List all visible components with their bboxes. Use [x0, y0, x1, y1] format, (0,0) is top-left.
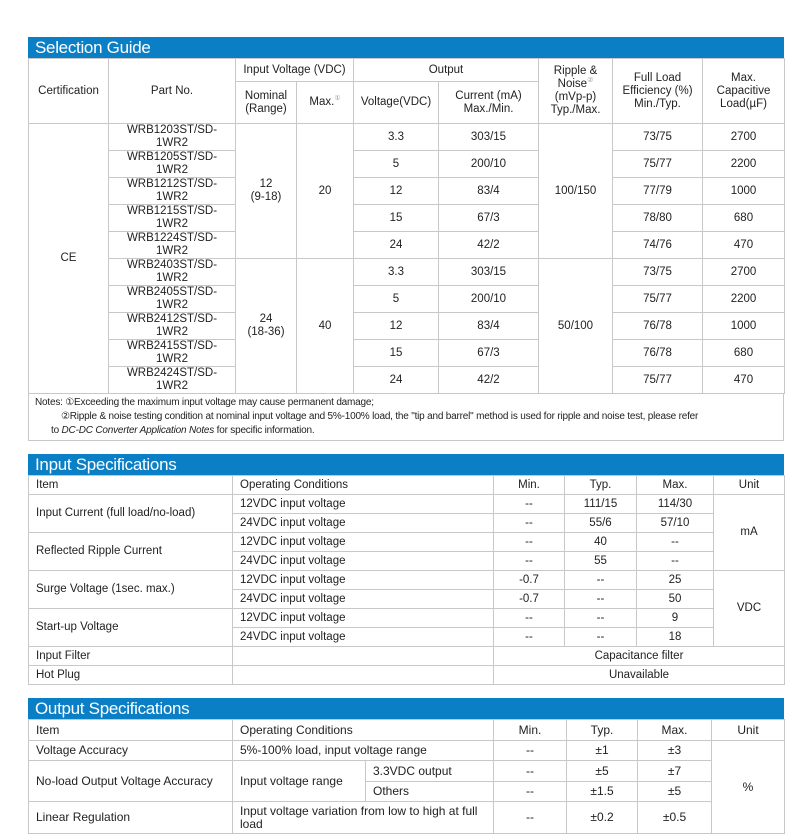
- certification: CE: [29, 124, 109, 394]
- output-voltage: 3.3: [354, 259, 439, 286]
- typ: ±1.5: [567, 782, 638, 802]
- table-row: [29, 533, 785, 552]
- part-number: WRB2424ST/SD-1WR2: [109, 367, 236, 394]
- min: --: [494, 609, 565, 628]
- header-typ: Typ.: [567, 720, 638, 741]
- sub-condition: Others: [366, 782, 494, 802]
- min: -0.7: [494, 590, 565, 609]
- part-number: WRB1212ST/SD-1WR2: [109, 178, 236, 205]
- item: Reflected Ripple Current: [29, 533, 233, 571]
- condition: 12VDC input voltage: [233, 533, 494, 552]
- capacitive-load: 1000: [703, 313, 785, 340]
- max-input: 20: [297, 124, 354, 259]
- typ: --: [565, 571, 637, 590]
- capacitive-load: 2700: [703, 259, 785, 286]
- sub-condition: 3.3VDC output: [366, 761, 494, 782]
- header-nominal: Nominal (Range): [236, 82, 297, 124]
- max: 57/10: [637, 514, 714, 533]
- typ: 40: [565, 533, 637, 552]
- header-unit: Unit: [712, 720, 785, 741]
- table-row: [29, 609, 785, 628]
- table-row: [29, 232, 785, 259]
- efficiency: 78/80: [613, 205, 703, 232]
- section-title: Output Specifications: [28, 698, 784, 719]
- condition: [233, 666, 494, 685]
- input-table: [28, 475, 785, 685]
- min: --: [494, 495, 565, 514]
- max: 9: [637, 609, 714, 628]
- capacitive-load: 2700: [703, 124, 785, 151]
- header-typ: Typ.: [565, 476, 637, 495]
- typ: 55: [565, 552, 637, 571]
- condition: 12VDC input voltage: [233, 609, 494, 628]
- item: Linear Regulation: [29, 802, 233, 834]
- header-max: Max.①: [297, 82, 354, 124]
- selection-guide: [28, 37, 784, 441]
- output-voltage: 5: [354, 151, 439, 178]
- table-row: [29, 367, 785, 394]
- part-number: WRB2415ST/SD-1WR2: [109, 340, 236, 367]
- condition: [233, 647, 494, 666]
- header-efficiency: Full Load Efficiency (%) Min./Typ.: [613, 59, 703, 124]
- typ: ±0.2: [567, 802, 638, 834]
- table-row: [29, 495, 785, 514]
- efficiency: 76/78: [613, 340, 703, 367]
- efficiency: 75/77: [613, 367, 703, 394]
- min: --: [494, 552, 565, 571]
- output-current: 67/3: [439, 340, 539, 367]
- header-vout: Voltage(VDC): [354, 82, 439, 124]
- max: 114/30: [637, 495, 714, 514]
- efficiency: 74/76: [613, 232, 703, 259]
- output-voltage: 12: [354, 178, 439, 205]
- typ: ±5: [567, 761, 638, 782]
- part-number: WRB2405ST/SD-1WR2: [109, 286, 236, 313]
- efficiency: 75/77: [613, 151, 703, 178]
- min: --: [494, 741, 567, 761]
- item: Voltage Accuracy: [29, 741, 233, 761]
- header-min: Min.: [494, 720, 567, 741]
- min: --: [494, 761, 567, 782]
- table-row: [29, 571, 785, 590]
- output-voltage: 3.3: [354, 124, 439, 151]
- value: Unavailable: [494, 666, 785, 685]
- capacitive-load: 2200: [703, 286, 785, 313]
- header-capacitive-load: Max. Capacitive Load(µF): [703, 59, 785, 124]
- condition: Input voltage variation from low to high at full load: [233, 802, 494, 834]
- max: 18: [637, 628, 714, 647]
- max: 50: [637, 590, 714, 609]
- max-input: 40: [297, 259, 354, 394]
- typ: --: [565, 628, 637, 647]
- capacitive-load: 680: [703, 205, 785, 232]
- typ: --: [565, 590, 637, 609]
- table-row: [29, 340, 785, 367]
- max: --: [637, 533, 714, 552]
- header-input-voltage: Input Voltage (VDC): [236, 59, 354, 82]
- ripple-noise: 50/100: [539, 259, 613, 394]
- max: ±7: [638, 761, 712, 782]
- max: ±0.5: [638, 802, 712, 834]
- min: --: [494, 782, 567, 802]
- nominal-input: 12 (9-18): [236, 124, 297, 259]
- min: --: [494, 802, 567, 834]
- header-unit: Unit: [714, 476, 785, 495]
- unit: %: [712, 741, 785, 834]
- table-row: [29, 124, 785, 151]
- output-current: 200/10: [439, 151, 539, 178]
- capacitive-load: 680: [703, 340, 785, 367]
- header-certification: Certification: [29, 59, 109, 124]
- condition: 24VDC input voltage: [233, 552, 494, 571]
- max: 25: [637, 571, 714, 590]
- output-current: 67/3: [439, 205, 539, 232]
- max: ±5: [638, 782, 712, 802]
- header-ripple: Ripple & Noise② (mVp-p) Typ./Max.: [539, 59, 613, 124]
- header-iout: Current (mA) Max./Min.: [439, 82, 539, 124]
- item: Input Current (full load/no-load): [29, 495, 233, 533]
- part-number: WRB1205ST/SD-1WR2: [109, 151, 236, 178]
- capacitive-load: 470: [703, 232, 785, 259]
- output-current: 83/4: [439, 313, 539, 340]
- section-title: Selection Guide: [28, 37, 784, 58]
- typ: ±1: [567, 741, 638, 761]
- header-output: Output: [354, 59, 539, 82]
- item: Start-up Voltage: [29, 609, 233, 647]
- condition: Input voltage range: [233, 761, 366, 802]
- header-min: Min.: [494, 476, 565, 495]
- note-1: ①Exceeding the maximum input voltage may cause permanent damage;: [65, 397, 374, 408]
- part-number: WRB2412ST/SD-1WR2: [109, 313, 236, 340]
- efficiency: 75/77: [613, 286, 703, 313]
- typ: 55/6: [565, 514, 637, 533]
- item: Input Filter: [29, 647, 233, 666]
- typ: --: [565, 609, 637, 628]
- nominal-input: 24 (18-36): [236, 259, 297, 394]
- input-specifications: [28, 454, 784, 685]
- capacitive-load: 1000: [703, 178, 785, 205]
- notes-label: Notes:: [35, 397, 66, 408]
- header-conditions: Operating Conditions: [233, 720, 494, 741]
- item: Hot Plug: [29, 666, 233, 685]
- typ: 111/15: [565, 495, 637, 514]
- efficiency: 77/79: [613, 178, 703, 205]
- condition: 24VDC input voltage: [233, 514, 494, 533]
- table-row: [29, 259, 785, 286]
- output-voltage: 15: [354, 340, 439, 367]
- output-voltage: 15: [354, 205, 439, 232]
- value: Capacitance filter: [494, 647, 785, 666]
- unit: mA: [714, 495, 785, 571]
- item: Surge Voltage (1sec. max.): [29, 571, 233, 609]
- capacitive-load: 2200: [703, 151, 785, 178]
- efficiency: 73/75: [613, 259, 703, 286]
- header-max: Max.: [638, 720, 712, 741]
- note-2-continued: to DC-DC Converter Application Notes for specific information.: [51, 425, 315, 436]
- min: --: [494, 533, 565, 552]
- section-title: Input Specifications: [28, 454, 784, 475]
- output-voltage: 24: [354, 232, 439, 259]
- condition: 24VDC input voltage: [233, 628, 494, 647]
- item: No-load Output Voltage Accuracy: [29, 761, 233, 802]
- output-table: [28, 719, 785, 834]
- selection-table: [28, 58, 785, 394]
- unit: VDC: [714, 571, 785, 647]
- table-row: [29, 151, 785, 178]
- header-item: Item: [29, 476, 233, 495]
- output-current: 42/2: [439, 232, 539, 259]
- min: -0.7: [494, 571, 565, 590]
- table-row: [29, 286, 785, 313]
- efficiency: 76/78: [613, 313, 703, 340]
- output-current: 303/15: [439, 259, 539, 286]
- output-voltage: 5: [354, 286, 439, 313]
- part-number: WRB1203ST/SD-1WR2: [109, 124, 236, 151]
- output-current: 200/10: [439, 286, 539, 313]
- min: --: [494, 514, 565, 533]
- max: ±3: [638, 741, 712, 761]
- output-current: 42/2: [439, 367, 539, 394]
- table-row: [29, 178, 785, 205]
- output-current: 83/4: [439, 178, 539, 205]
- header-conditions: Operating Conditions: [233, 476, 494, 495]
- header-max: Max.: [637, 476, 714, 495]
- output-voltage: 12: [354, 313, 439, 340]
- condition: 5%-100% load, input voltage range: [233, 741, 494, 761]
- output-voltage: 24: [354, 367, 439, 394]
- part-number: WRB1224ST/SD-1WR2: [109, 232, 236, 259]
- header-item: Item: [29, 720, 233, 741]
- output-specifications: [28, 698, 784, 834]
- condition: 24VDC input voltage: [233, 590, 494, 609]
- table-row: [29, 205, 785, 232]
- min: --: [494, 628, 565, 647]
- condition: 12VDC input voltage: [233, 571, 494, 590]
- table-row: [29, 313, 785, 340]
- part-number: WRB2403ST/SD-1WR2: [109, 259, 236, 286]
- ripple-noise: 100/150: [539, 124, 613, 259]
- header-part-no: Part No.: [109, 59, 236, 124]
- max: --: [637, 552, 714, 571]
- note-2: ②Ripple & noise testing condition at nominal input voltage and 5%-100% load, the "tip and barrel" method is used for ripple and noise test, please refer: [61, 411, 699, 422]
- capacitive-load: 470: [703, 367, 785, 394]
- notes: [28, 394, 784, 441]
- part-number: WRB1215ST/SD-1WR2: [109, 205, 236, 232]
- condition: 12VDC input voltage: [233, 495, 494, 514]
- output-current: 303/15: [439, 124, 539, 151]
- efficiency: 73/75: [613, 124, 703, 151]
